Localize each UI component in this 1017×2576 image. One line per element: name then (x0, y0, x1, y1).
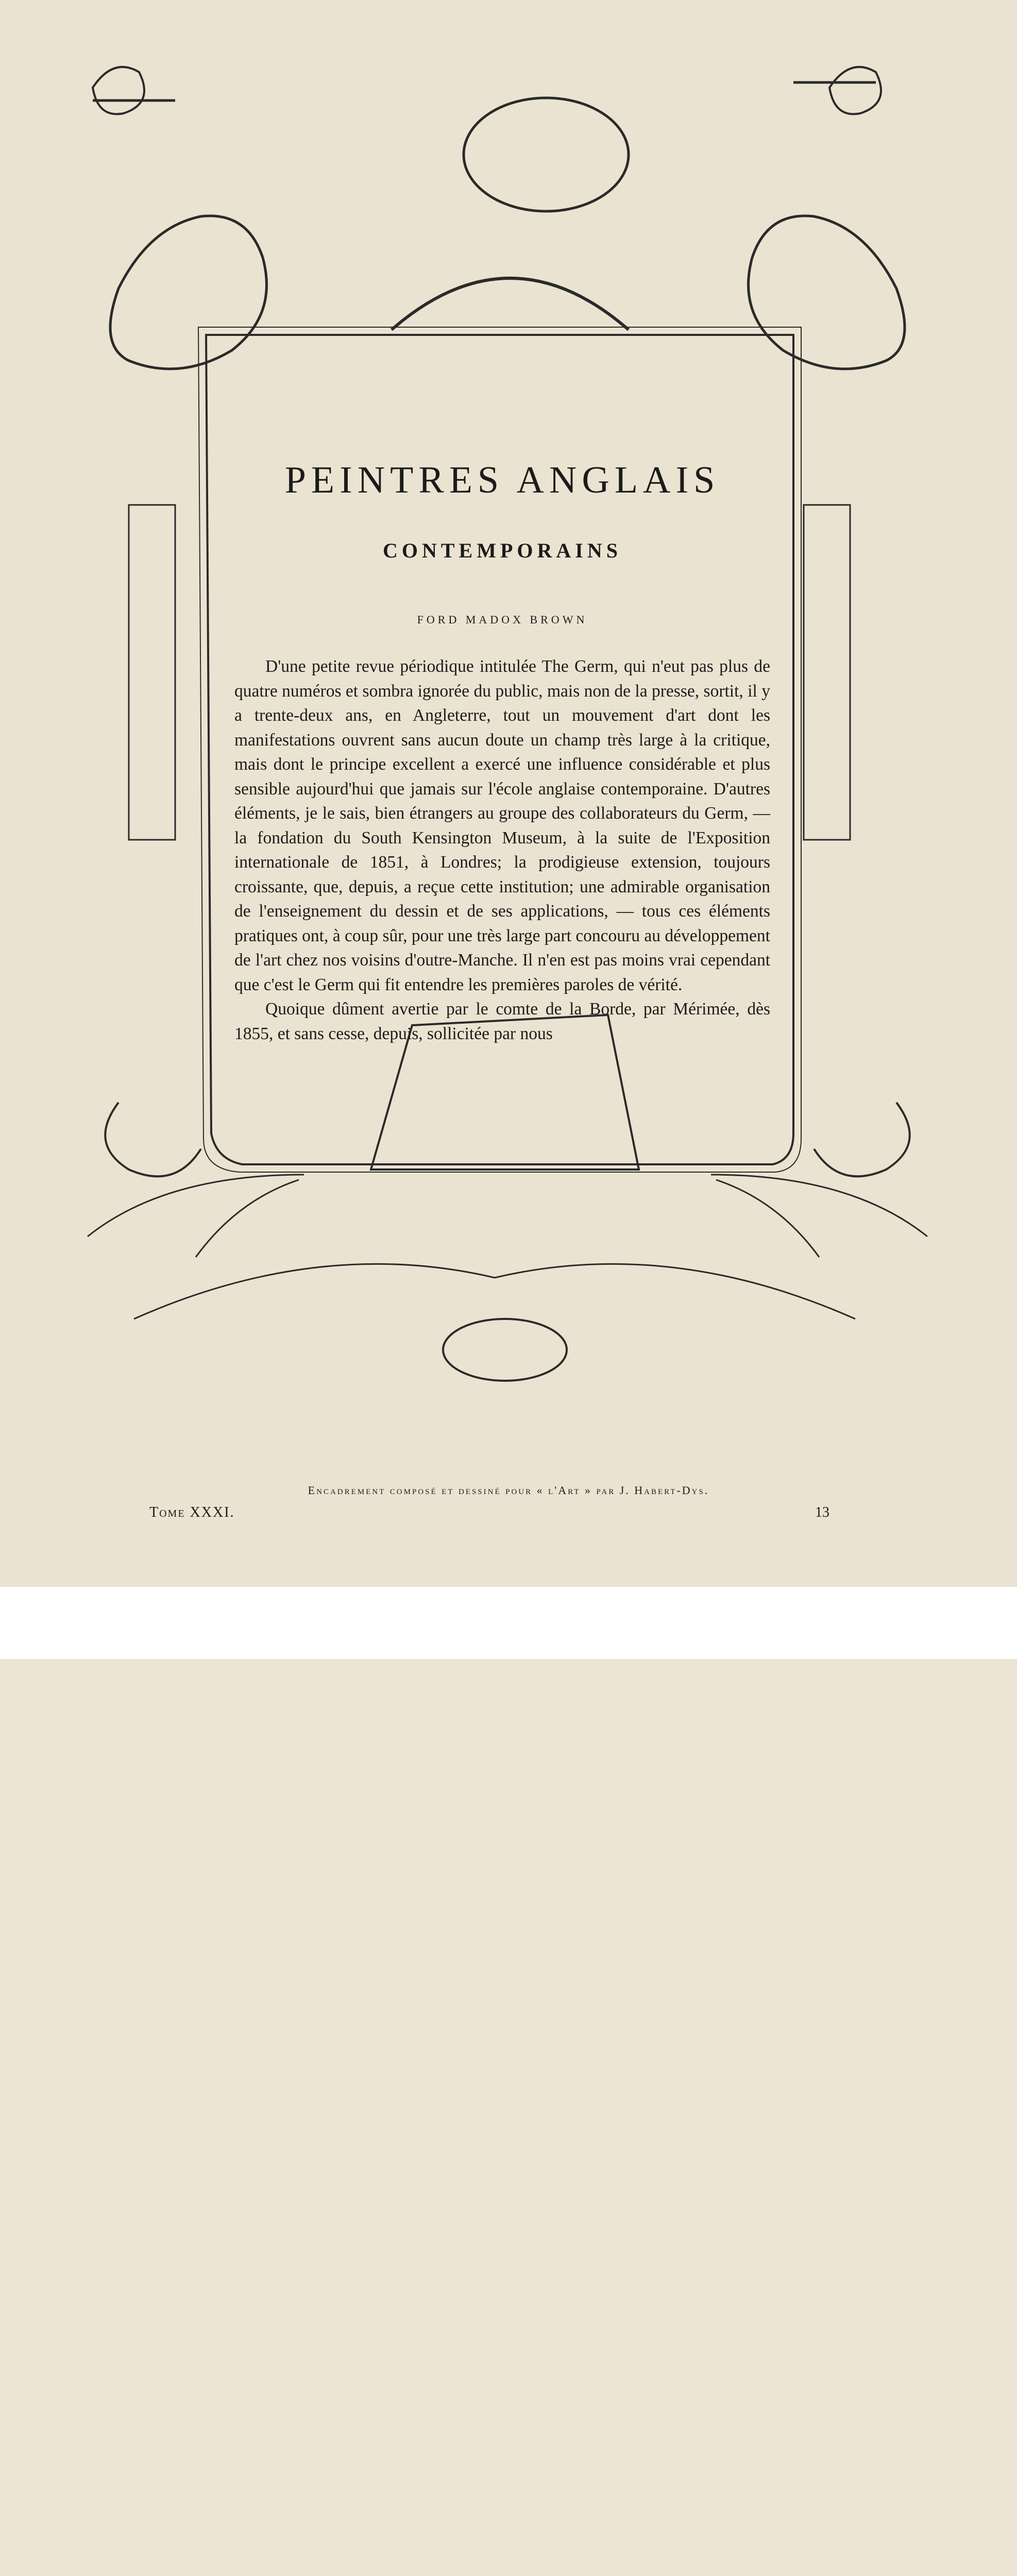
body-paragraph: D'une petite revue périodique intitulée The Germ, qui n'eut pas plus de quatre numéros et sombra ignorée du public, mais non de la presse, sortit, il y a trente-deux ans, en Angleterre, tout un mouvement d'art dont les manifestations ouvrent sans aucun doute un champ très large à la critique, mais dont le principe excellent a exercé une influence considérable et plus sensible aujourd'hui que jamais sur l'école anglaise contemporaine. D'autres éléments, je le sais, bien étrangers au groupe des collaborateurs du Germ, — la fondation du South Kensington Museum, à la suite de l'Exposition internationale de 1851, à Londres; la prodigieuse extension, toujours croissante, que, depuis, a reçue cette institution; une admirable organisation de l'enseignement du dessin et de ses applications, — tous ces éléments pratiques ont, à coup sûr, pour une très large part concouru au développement de l'art chez nos voisins d'outre-Manche. Il n'en est pas moins vrai cependant que c'est le Germ qui fit entendre les premières paroles de vérité. (234, 657, 770, 994)
article-title: PEINTRES ANGLAIS (284, 459, 720, 501)
page-number: 13 (815, 1504, 829, 1520)
volume-label: Tome XXXI. (149, 1504, 235, 1520)
article-author: FORD MADOX BROWN (417, 613, 588, 626)
article-subtitle: CONTEMPORAINS (382, 539, 622, 562)
digitization-footer (0, 1587, 1017, 1659)
article-text-area (216, 412, 788, 1164)
illustration-caption: Encadrement composé et dessiné pour « l'Art » par J. Habert-Dys. (308, 1484, 709, 1497)
body-paragraph: Quoique dûment avertie par le comte de la Borde, par Mérimée, dès 1855, et sans cesse, depuis, sollicitée par nous (234, 999, 770, 1043)
article-body (216, 654, 770, 1046)
